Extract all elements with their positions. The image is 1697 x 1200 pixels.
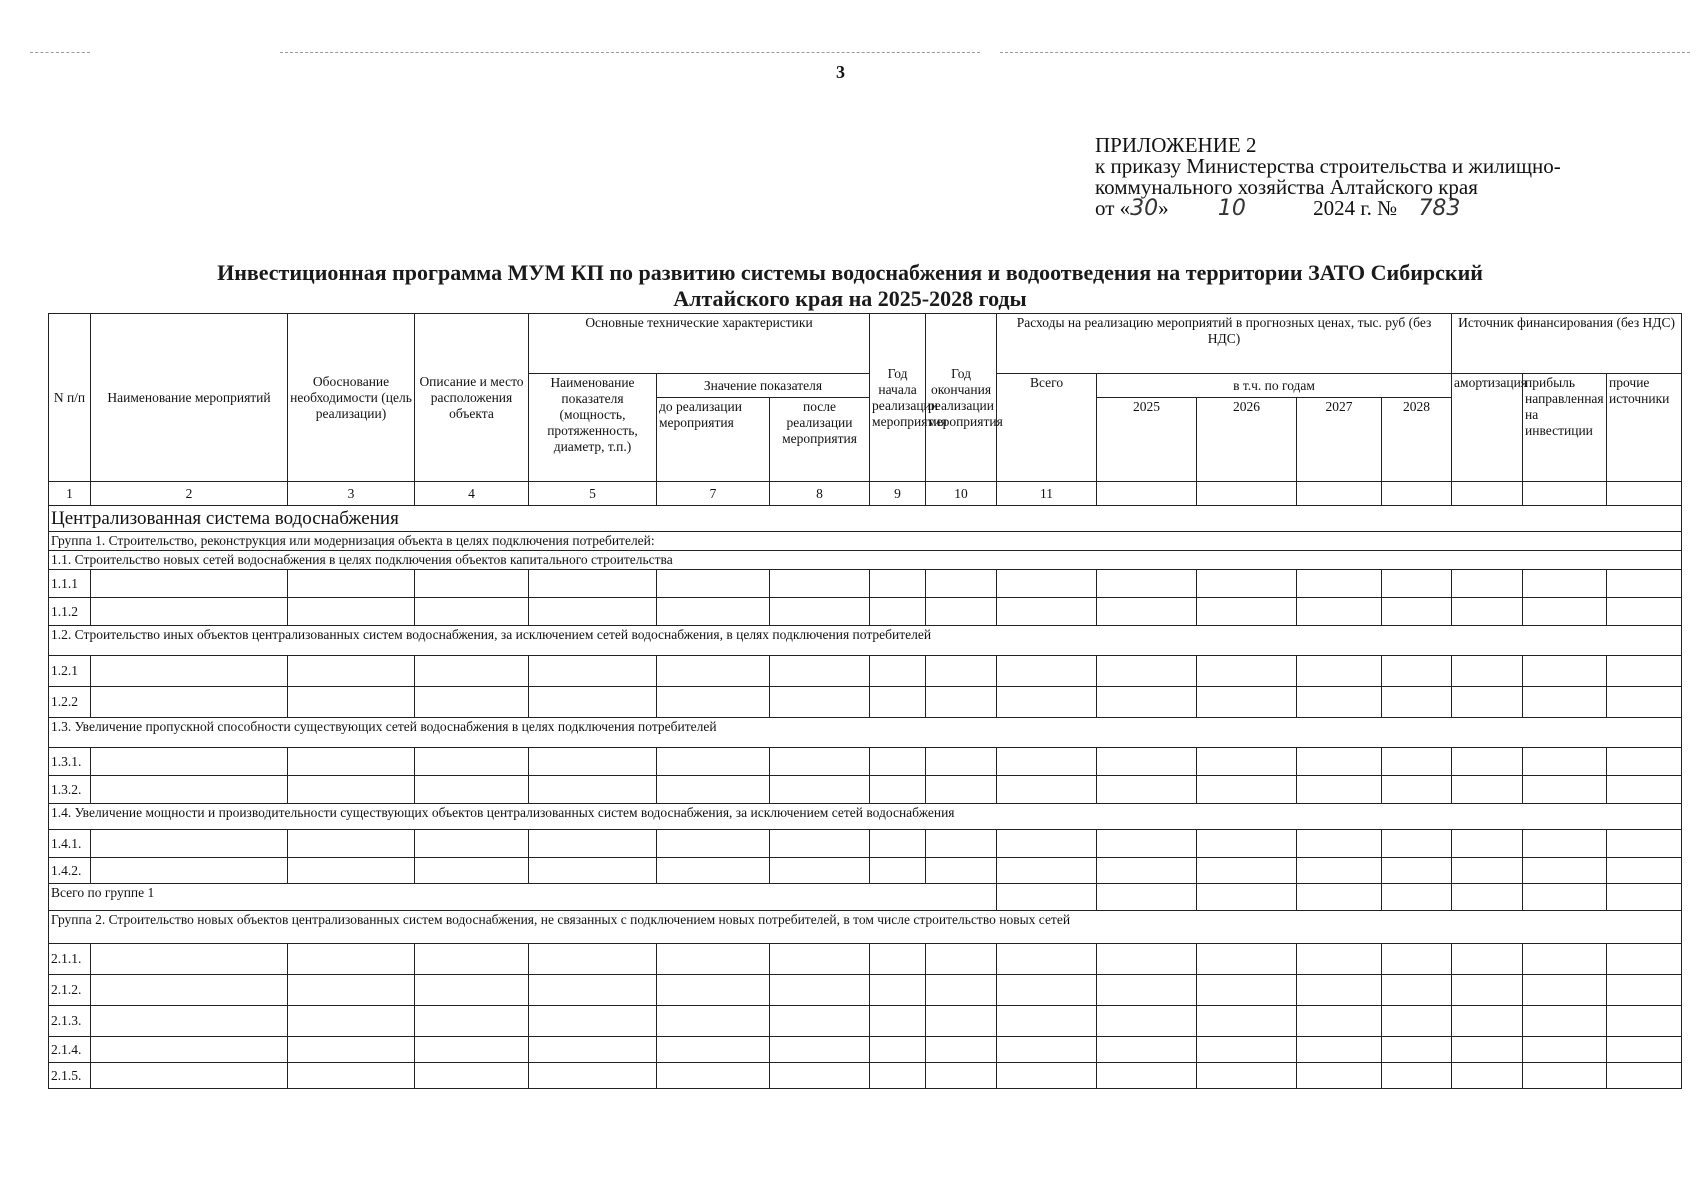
document-title — [60, 260, 1640, 312]
row-number: 2.1.1. — [49, 944, 91, 975]
appendix-line-2: коммунального хозяйства Алтайского края — [1095, 175, 1478, 199]
header-src-amort: амортизация — [1452, 374, 1523, 482]
header-year-2028: 2028 — [1382, 398, 1452, 482]
table-row — [49, 598, 1682, 626]
appendix-title: ПРИЛОЖЕНИЕ 2 — [1095, 133, 1257, 157]
section-row — [49, 506, 1682, 532]
section-title: Централизованная система водоснабжения — [49, 506, 1682, 532]
col-number: 1 — [49, 482, 91, 506]
table-row — [49, 975, 1682, 1006]
title-line-2: Алтайского края на 2025-2028 годы — [673, 286, 1027, 311]
header-tech-group: Основные технические характеристики — [529, 314, 870, 374]
scan-line-left — [30, 52, 90, 53]
group-2-title: Группа 2. Строительство новых объектов централизованных систем водоснабжения, не связанных с подключением новых потребителей, в том числе строительство новых сетей — [49, 911, 1682, 944]
year-label: 2024 г. № — [1313, 196, 1398, 220]
row-number: 1.4.1. — [49, 830, 91, 858]
header-year-end: Год окончания реализации мероприятия — [926, 314, 997, 482]
handwritten-month: 10 — [1217, 196, 1246, 221]
scan-line-mid — [280, 52, 980, 53]
appendix-line-1: к приказу Министерства строительства и жилищно- — [1095, 154, 1561, 178]
row-number: 2.1.2. — [49, 975, 91, 1006]
appendix-block — [1095, 135, 1561, 219]
header-n: N п/п — [49, 314, 91, 482]
column-number-row — [49, 482, 1682, 506]
subgroup-row — [49, 551, 1682, 570]
group-row — [49, 532, 1682, 551]
date-quote-close: » — [1158, 196, 1169, 220]
row-number: 2.1.4. — [49, 1037, 91, 1063]
subgroup-row — [49, 718, 1682, 748]
header-src-other: прочие источники — [1607, 374, 1682, 482]
handwritten-day: 30 — [1130, 196, 1159, 221]
row-number: 1.1.1 — [49, 570, 91, 598]
total-group-1-label: Всего по группе 1 — [49, 884, 997, 911]
header-year-2026: 2026 — [1197, 398, 1297, 482]
appendix-date-line — [1095, 198, 1561, 219]
header-reason: Обоснование необходимости (цель реализации) — [288, 314, 415, 482]
date-prefix: от « — [1095, 196, 1131, 220]
row-number: 2.1.5. — [49, 1063, 91, 1089]
handwritten-number: 783 — [1418, 196, 1461, 221]
table-row — [49, 570, 1682, 598]
table-row — [49, 776, 1682, 804]
row-number: 2.1.3. — [49, 1006, 91, 1037]
table-row — [49, 1037, 1682, 1063]
group-1-title: Группа 1. Строительство, реконструкция или модернизация объекта в целях подключения потребителей: — [49, 532, 1682, 551]
col-number: 10 — [926, 482, 997, 506]
row-number: 1.2.1 — [49, 656, 91, 687]
col-number: 2 — [91, 482, 288, 506]
col-number: 8 — [770, 482, 870, 506]
col-number: 7 — [657, 482, 770, 506]
header-tech-before: до реализации мероприятия — [657, 398, 770, 482]
row-number: 1.4.2. — [49, 858, 91, 884]
table-row — [49, 687, 1682, 718]
header-name: Наименование мероприятий — [91, 314, 288, 482]
row-number: 1.3.2. — [49, 776, 91, 804]
col-number — [1607, 482, 1682, 506]
header-source-group: Источник финансирования (без НДС) — [1452, 314, 1682, 374]
header-costs-group: Расходы на реализацию мероприятий в прогнозных ценах, тыс. руб (без НДС) — [997, 314, 1452, 374]
col-number — [1197, 482, 1297, 506]
title-line-1: Инвестиционная программа МУМ КП по развитию системы водоснабжения и водоотведения на территории ЗАТО Сибирский — [217, 260, 1483, 285]
col-number: 11 — [997, 482, 1097, 506]
header-tech-after: после реализации мероприятия — [770, 398, 870, 482]
row-number: 1.1.2 — [49, 598, 91, 626]
table-row — [49, 656, 1682, 687]
table-row — [49, 748, 1682, 776]
subgroup-1-3: 1.3. Увеличение пропускной способности существующих сетей водоснабжения в целях подключения потребителей — [49, 718, 1682, 748]
header-costs-total: Всего — [997, 374, 1097, 482]
col-number: 3 — [288, 482, 415, 506]
col-number: 9 — [870, 482, 926, 506]
group-row — [49, 911, 1682, 944]
row-number: 1.3.1. — [49, 748, 91, 776]
subgroup-1-1: 1.1. Строительство новых сетей водоснабжения в целях подключения объектов капитального строительства — [49, 551, 1682, 570]
table-row — [49, 830, 1682, 858]
header-location: Описание и место расположения объекта — [415, 314, 529, 482]
header-src-profit: прибыль направленная на инвестиции — [1523, 374, 1607, 482]
header-costs-by-year: в т.ч. по годам — [1097, 374, 1452, 398]
page-number: 3 — [836, 62, 845, 82]
col-number — [1297, 482, 1382, 506]
col-number: 5 — [529, 482, 657, 506]
col-number — [1452, 482, 1523, 506]
header-tech-name: Наименование показателя (мощность, протяженность, диаметр, т.п.) — [529, 374, 657, 482]
header-tech-value: Значение показателя — [657, 374, 870, 398]
col-number — [1523, 482, 1607, 506]
col-number — [1382, 482, 1452, 506]
header-year-2027: 2027 — [1297, 398, 1382, 482]
table-row — [49, 1063, 1682, 1089]
header-row-1 — [49, 314, 1682, 374]
row-number: 1.2.2 — [49, 687, 91, 718]
scan-line-right — [1000, 52, 1690, 53]
table-row — [49, 944, 1682, 975]
header-year-start: Год начала реализации мероприятия — [870, 314, 926, 482]
col-number — [1097, 482, 1197, 506]
subgroup-1-2: 1.2. Строительство иных объектов централизованных систем водоснабжения, за исключением сетей водоснабжения, в целях подключения потребителей — [49, 626, 1682, 656]
total-row — [49, 884, 1682, 911]
header-year-2025: 2025 — [1097, 398, 1197, 482]
subgroup-1-4: 1.4. Увеличение мощности и производительности существующих объектов централизованных систем водоснабжения, за исключением сетей водоснабжения — [49, 804, 1682, 830]
table-row — [49, 1006, 1682, 1037]
subgroup-row — [49, 804, 1682, 830]
investment-program-table — [48, 313, 1682, 1089]
col-number: 4 — [415, 482, 529, 506]
table-row — [49, 858, 1682, 884]
subgroup-row — [49, 626, 1682, 656]
